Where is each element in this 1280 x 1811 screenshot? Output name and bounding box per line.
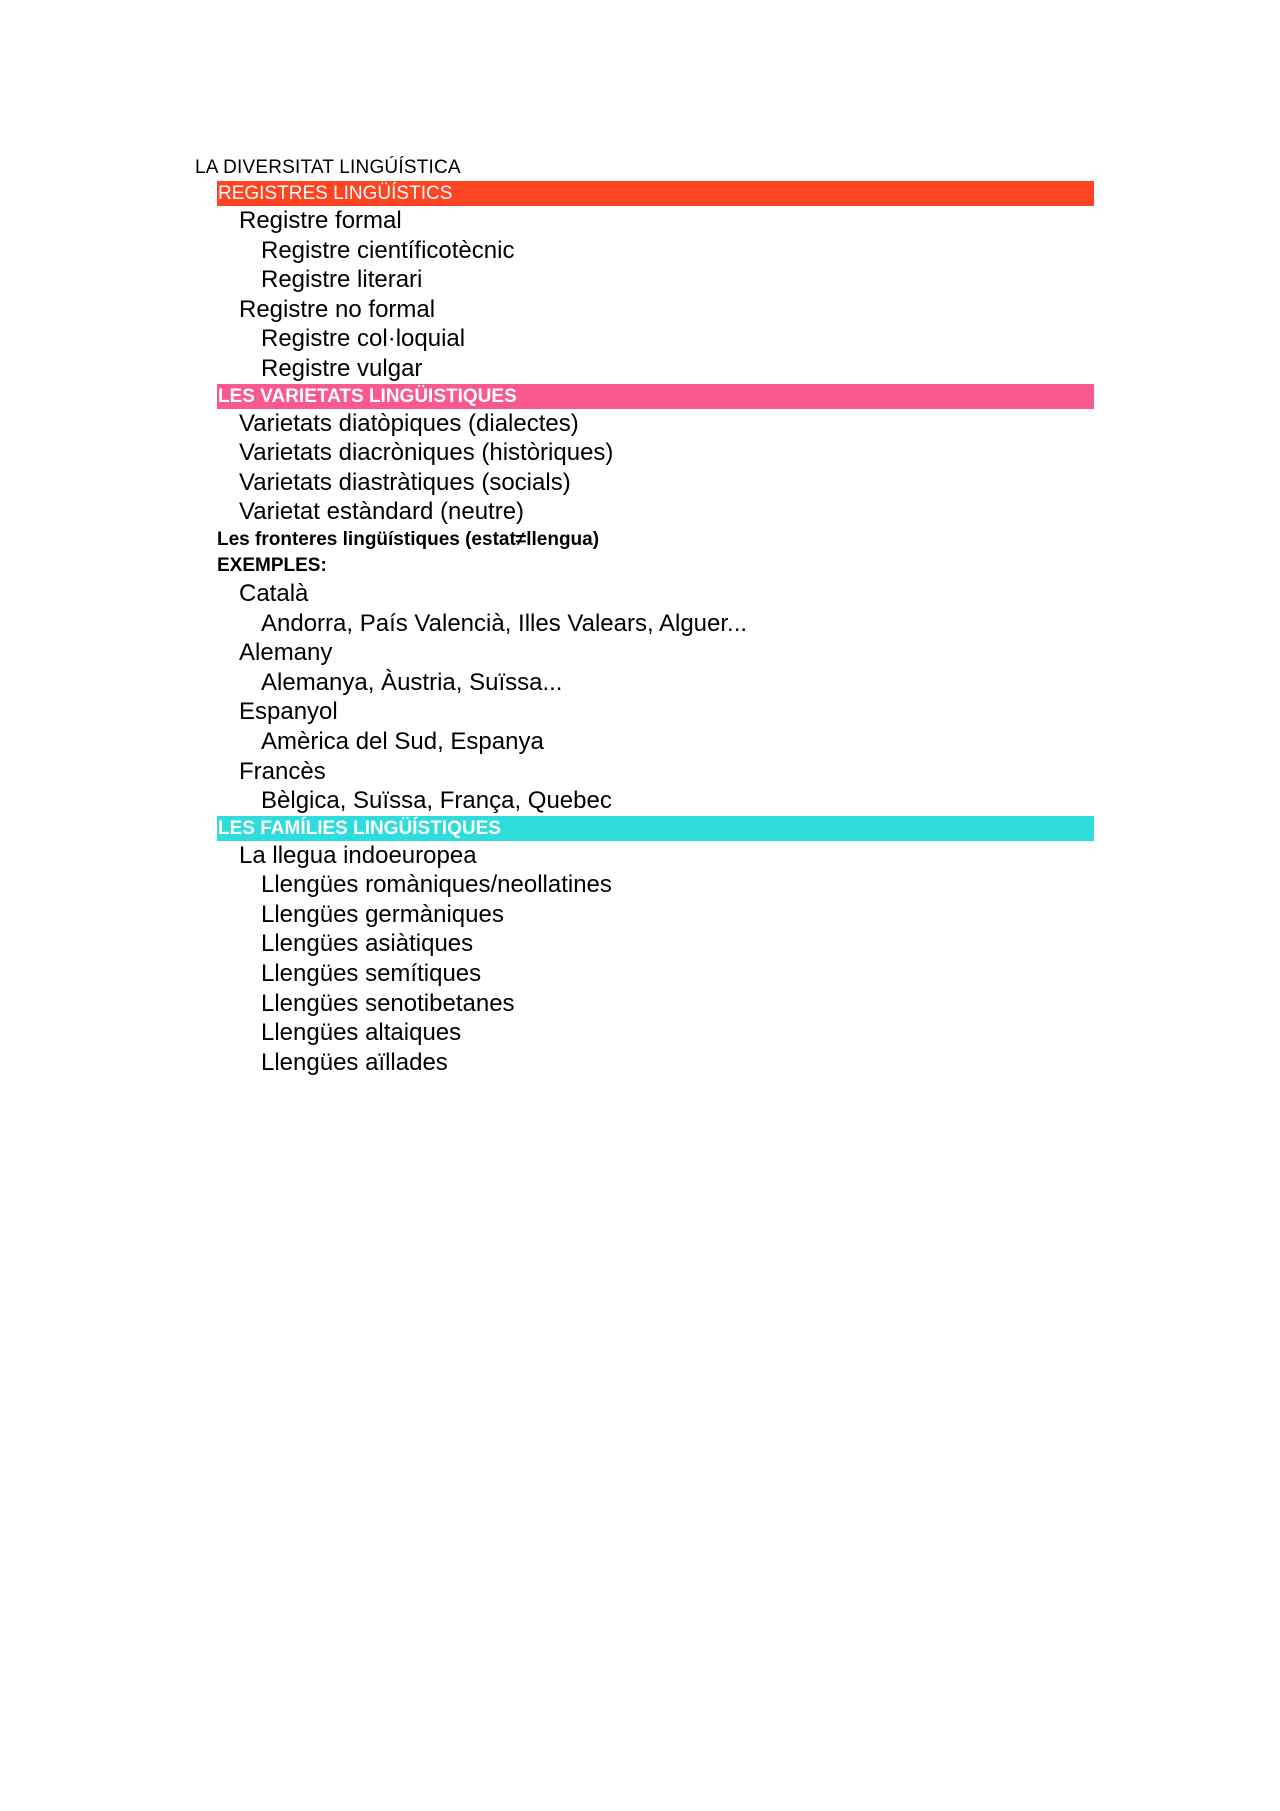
outline-item-varietats-diatopiques: Varietats diatòpiques (dialectes): [239, 409, 579, 437]
outline-item-llengues-semitiques: Llengües semítiques: [261, 960, 482, 988]
outline-item-registre-literari: Registre literari: [261, 266, 423, 294]
outline-item-language-frances: Francès: [239, 757, 326, 785]
examples-label: EXEMPLES:: [217, 554, 327, 576]
outline-item-varietat-estandard: Varietat estàndard (neutre): [239, 498, 525, 526]
outline-item-registre-cientificotecnic: Registre científicotècnic: [261, 236, 515, 264]
outline-item-places-catala: Andorra, País Valencià, Illes Valears, Alguer...: [261, 609, 748, 637]
outline-item-varietats-diastratiques: Varietats diastràtiques (socials): [239, 468, 571, 496]
outline-item-registre-colloquial: Registre col·loquial: [261, 325, 466, 353]
outline-item-varietats-diacroniques: Varietats diacròniques (històriques): [239, 439, 614, 467]
outline-item-llengues-germaniques: Llengües germàniques: [261, 900, 504, 928]
outline-item-registre-no-formal: Registre no formal: [239, 295, 436, 323]
outline-item-llengues-aillades: Llengües aïllades: [261, 1048, 448, 1076]
outline-item-llengues-romaniques: Llengües romàniques/neollatines: [261, 871, 612, 899]
outline-item-llengues-senotibetanes: Llengües senotibetanes: [261, 989, 515, 1017]
outline-item-places-frances: Bèlgica, Suïssa, França, Quebec: [261, 787, 612, 815]
outline: [195, 155, 1095, 1077]
outline-item-language-alemany: Alemany: [239, 639, 333, 667]
outline-item-llengua-indoeuropea: La llegua indoeuropea: [239, 841, 477, 869]
outline-item-language-catala: Català: [239, 579, 309, 607]
outline-item-registre-formal: Registre formal: [239, 207, 402, 234]
outline-item-llengues-altaiques: Llengües altaiques: [261, 1019, 462, 1047]
section-heading-fronteres: Les fronteres lingüístiques (estat≠llengua): [217, 528, 600, 550]
outline-item-places-alemany: Alemanya, Àustria, Suïssa...: [261, 668, 563, 696]
outline-item-places-espanyol: Amèrica del Sud, Espanya: [261, 727, 544, 755]
document-title: LA DIVERSITAT LINGÚÍSTICA: [195, 157, 461, 178]
section-heading-varietats: LES VARIETATS LINGÜISTIQUES: [217, 384, 1094, 409]
section-heading-families: LES FAMÍLIES LINGÜÍSTIQUES: [217, 816, 1094, 841]
outline-item-llengues-asiatiques: Llengües asiàtiques: [261, 930, 474, 958]
outline-item-language-espanyol: Espanyol: [239, 698, 338, 726]
section-heading-registres: REGISTRES LINGÜÍSTICS: [217, 181, 1094, 206]
outline-item-registre-vulgar: Registre vulgar: [261, 354, 423, 382]
